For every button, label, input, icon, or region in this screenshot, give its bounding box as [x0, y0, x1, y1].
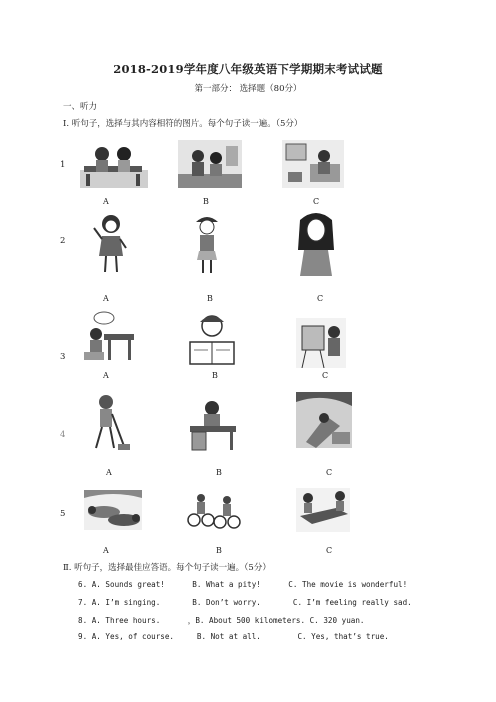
children-sitting-together-picture — [178, 140, 242, 188]
option-letter: B — [212, 371, 218, 380]
option-letter: A — [103, 546, 109, 555]
question-number: 4 — [60, 430, 66, 440]
option-letter: B — [216, 468, 222, 477]
page-title: 2018-2019学年度八年级英语下学期期末考试试题 — [113, 62, 383, 76]
option-letter: C — [326, 546, 333, 555]
option-letter: A — [103, 294, 109, 303]
option-letter: B — [207, 294, 213, 303]
option-letter: C — [322, 371, 329, 380]
man-reading-newspaper-picture — [186, 312, 238, 366]
part2-instruction: Ⅱ. 听句子，选择最佳应答语。每个句子读一遍。（5分） — [63, 563, 271, 573]
part1-instruction: Ⅰ. 听句子，选择与其内容相符的图片。每个句子读一遍。（5分） — [63, 119, 303, 129]
question-number: 5 — [60, 509, 66, 519]
boy-sitting-at-desk-picture — [84, 308, 140, 362]
option-letter: A — [103, 197, 109, 206]
question-number: 3 — [60, 352, 66, 362]
answer-options-row: 8. A. Three hours. ，B. About 500 kilometers. C. 320 yuan. — [78, 616, 365, 625]
boy-studying-at-desk-picture — [188, 396, 238, 452]
answer-options-row: 6. A. Sounds great! B. What a pity! C. The movie is wonderful! — [78, 580, 408, 589]
option-letter: A — [103, 371, 109, 380]
boy-sweeping-picture — [88, 392, 132, 454]
option-letter: A — [106, 468, 112, 477]
answer-options-row: 7. A. I’m singing. B. Don’t worry. C. I’m feeling really sad. — [78, 598, 412, 607]
woman-with-long-hair-picture — [292, 210, 340, 276]
people-sleeping-picture — [84, 490, 142, 530]
question-number: 1 — [60, 160, 66, 170]
girl-on-sofa-picture — [282, 140, 344, 188]
boy-playing-outdoors-picture — [296, 392, 352, 448]
girl-with-cap-picture — [192, 212, 222, 276]
question-number: 2 — [60, 236, 66, 246]
girls-sitting-on-bench-picture — [80, 140, 148, 188]
option-letter: C — [317, 294, 324, 303]
people-playing-table-tennis-picture — [296, 488, 350, 532]
answer-options-row: 9. A. Yes, of course. B. Not at all. C. Yes, that’s true. — [78, 632, 389, 641]
girl-waving-picture — [92, 212, 130, 276]
boy-painting-at-easel-picture — [296, 318, 346, 368]
option-letter: B — [216, 546, 222, 555]
option-letter: C — [326, 468, 333, 477]
page-subtitle: 第一部分： 选择题（80分） — [194, 84, 302, 94]
option-letter: B — [203, 197, 209, 206]
children-riding-bikes-picture — [186, 490, 242, 530]
option-letter: C — [313, 197, 320, 206]
section-heading-listening: 一、听力 — [63, 102, 98, 112]
